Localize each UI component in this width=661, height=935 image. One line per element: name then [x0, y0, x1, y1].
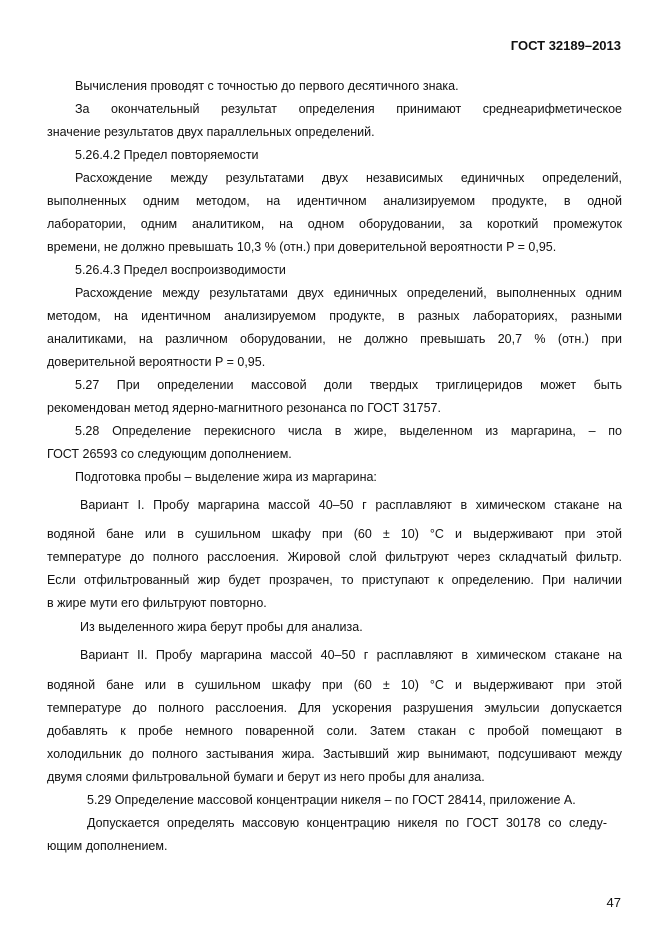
- text-line: рекомендован метод ядерно-магнитного резонанса по ГОСТ 31757.: [47, 401, 441, 415]
- text-line: доверительной вероятности P = 0,95.: [47, 355, 266, 369]
- text-line: выполненных одним методом, на идентичном анализируемом продукте, в одной: [47, 194, 622, 208]
- text-line: в жире мути его фильтруют повторно.: [47, 596, 267, 610]
- text-line: Подготовка пробы – выделение жира из маргарина:: [75, 470, 377, 484]
- text-line: Допускается определять массовую концентрацию никеля по ГОСТ 30178 со следу-: [87, 816, 607, 830]
- text-line: ющим дополнением.: [47, 839, 168, 853]
- text-line: 5.27 При определении массовой доли твердых триглицеридов может быть: [75, 378, 622, 392]
- text-line: значение результатов двух параллельных определений.: [47, 125, 375, 139]
- text-line: аналитиками, на различном оборудовании, не должно превышать 20,7 % (отн.) при: [47, 332, 622, 346]
- text-line: методом, на идентичном анализируемом продукте, в разных лабораториях, разными: [47, 309, 622, 323]
- section-heading: 5.26.4.2 Предел повторяемости: [75, 148, 259, 162]
- text-line: 5.28 Определение перекисного числа в жире, выделенном из маргарина, – по: [75, 424, 622, 438]
- text-line: водяной бане или в сушильном шкафу при (60 ± 10) °С и выдерживают при этой: [47, 678, 622, 692]
- text-line: температуре до полного расслоения. Жировой слой фильтруют через складчатый фильтр.: [47, 550, 622, 564]
- text-line: ГОСТ 26593 со следующим дополнением.: [47, 447, 292, 461]
- document-standard-header: ГОСТ 32189–2013: [510, 38, 621, 53]
- text-line: Если отфильтрованный жир будет прозрачен, то приступают к определению. При наличии: [47, 573, 622, 587]
- text-line: За окончательный результат определения принимают среднеарифметическое: [75, 102, 622, 116]
- text-line: водяной бане или в сушильном шкафу при (60 ± 10) °С и выдерживают при этой: [47, 527, 622, 541]
- text-line: добавлять к пробе немного поваренной соли. Затем стакан с пробой помещают в: [47, 724, 622, 738]
- page-number: 47: [606, 895, 621, 910]
- text-line: Расхождение между результатами двух единичных определений, выполненных одним: [75, 286, 622, 300]
- text-line: Вычисления проводят с точностью до первого десятичного знака.: [75, 79, 459, 93]
- text-line: температуре до полного расслоения. Для ускорения разрушения эмульсии допускается: [47, 701, 622, 715]
- text-line: лаборатории, одним аналитиком, на одном оборудовании, за короткий промежуток: [47, 217, 622, 231]
- section-heading: 5.26.4.3 Предел воспроизводимости: [75, 263, 286, 277]
- text-line: времени, не должно превышать 10,3 % (отн.) при доверительной вероятности P = 0,95.: [47, 240, 557, 254]
- text-line: 5.29 Определение массовой концентрации никеля – по ГОСТ 28414, приложение А.: [87, 793, 576, 807]
- text-line: Расхождение между результатами двух независимых единичных определений,: [75, 171, 622, 185]
- text-line: двумя слоями фильтровальной бумаги и берут из него пробы для анализа.: [47, 770, 485, 784]
- text-line: холодильник до полного застывания жира. Застывший жир вынимают, подсушивают между: [47, 747, 622, 761]
- text-line: Вариант I. Пробу маргарина массой 40–50 г расплавляют в химическом стакане на: [80, 498, 622, 512]
- text-line: Из выделенного жира берут пробы для анализа.: [80, 620, 363, 634]
- text-line: Вариант II. Пробу маргарина массой 40–50 г расплавляют в химическом стакане на: [80, 648, 622, 662]
